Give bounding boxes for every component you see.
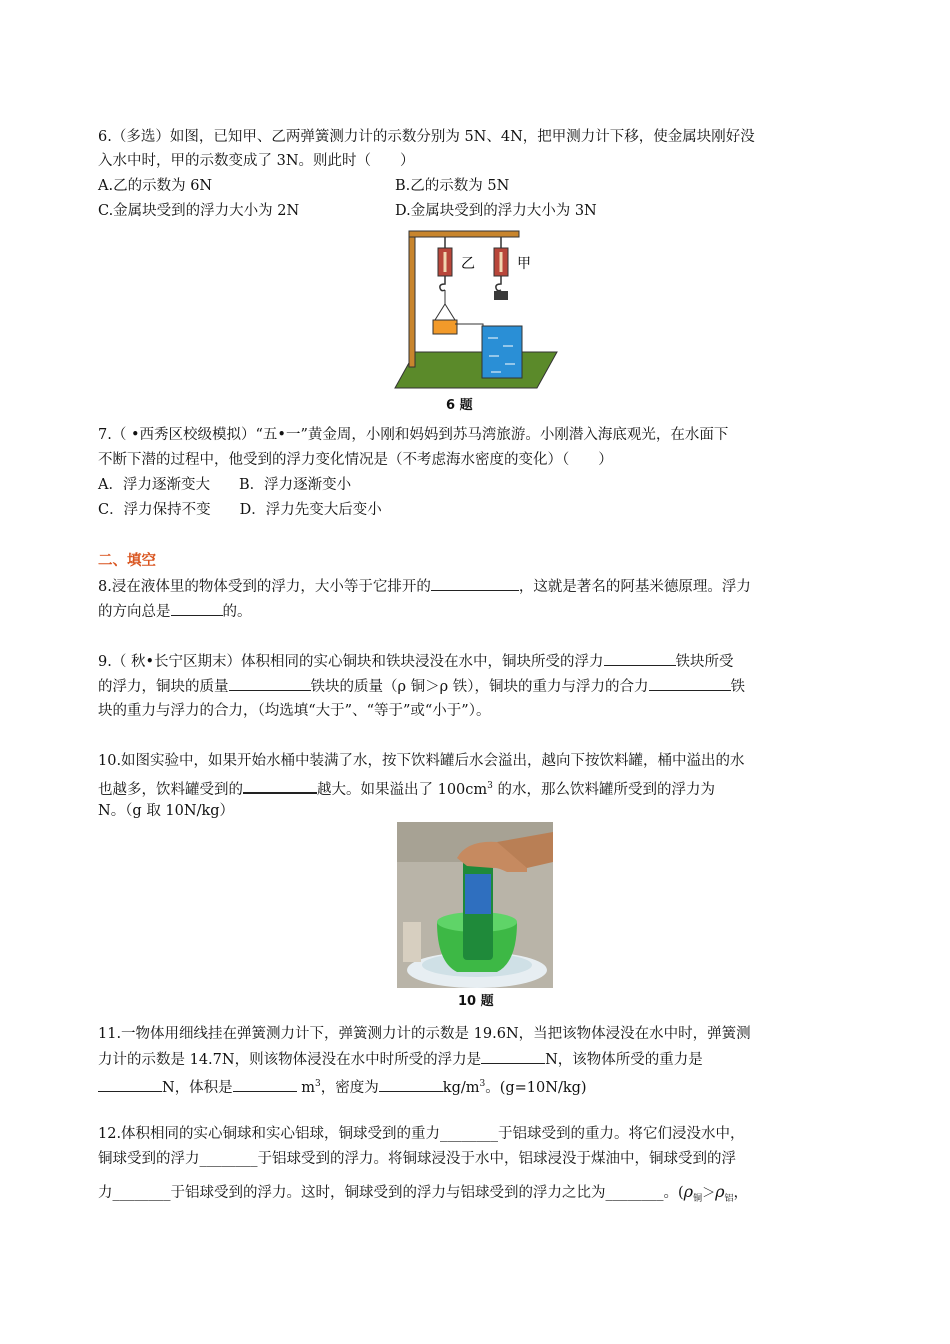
q11-line1: 11.一物体用细线挂在弹簧测力计下，弹簧测力计的示数是 19.6N，当把该物体浸没在水中时，弹簧测 [98, 1026, 751, 1042]
q7-options-row2: C．浮力保持不变 D．浮力先变大后变小 [98, 502, 382, 518]
q10-soda-can-photo [397, 822, 553, 988]
q6-option-d: D.金属块受到的浮力大小为 3N [395, 203, 597, 219]
q10-line2: 也越多，饮料罐受到的 越大。如果溢出了 $100cm^3$ 的水，那么饮料罐所受到的浮力为 [98, 775, 715, 801]
q10-line3: N。（g 取 10N/kg） [98, 803, 235, 819]
q6-figure-label-yi: 乙 [461, 256, 475, 272]
q9-line3: 块的重力与浮力的合力，（均选填“大于”、“等于”或“小于”）。 [98, 703, 491, 719]
q9-line1: 9.（ 秋•长宁区期末）体积相同的实心铜块和铁块浸没在水中，铜块所受的浮力 铁块所受 [98, 650, 734, 673]
q7-line1: 7.（ •西秀区校级模拟）“五•一”黄金周，小刚和妈妈到苏马湾旅游。小刚潜入海底观光，在水面下 [98, 427, 729, 443]
q12-line2: 铜球受到的浮力________于铝球受到的浮力。将铜球浸没于水中，铝球浸没于煤油中，铜球受到的浮 [98, 1151, 736, 1167]
q6-option-c: C.金属块受到的浮力大小为 2N [98, 203, 300, 219]
q12-line3: 力________于铝球受到的浮力。这时，铜球受到的浮力与铝球受到的浮力之比为________。($\rho_铜>\rho_铝$， [98, 1182, 749, 1204]
q10-figure-caption: 10 题 [458, 994, 494, 1009]
q9-line2: 的浮力，铜块的质量 铁块的质量（ρ 铜＞ρ 铁），铜块的重力与浮力的合力 铁 [98, 675, 745, 698]
section-heading: 二、填空 [98, 553, 156, 569]
q11-line3: N，体积是 $m^3$，密度为 $kg/m^3$。(g=10N/kg) [98, 1073, 587, 1099]
q6-option-b: B.乙的示数为 5N [395, 178, 510, 194]
q8-line2: 的方向总是 的。 [98, 600, 252, 623]
q6-figure-label-jia: 甲 [517, 256, 531, 272]
q6-option-a: A.乙的示数为 6N [98, 178, 213, 194]
q6-figure-caption: 6 题 [446, 398, 473, 413]
q6-line2: 入水中时，甲的示数变成了 3N。则此时（ ） [98, 153, 415, 169]
q7-line2: 不断下潜的过程中，他受到的浮力变化情况是（不考虑海水密度的变化）（ ） [98, 452, 613, 468]
q6-spring-scale-figure [393, 228, 558, 393]
q10-line1: 10.如图实验中，如果开始水桶中装满了水，按下饮料罐后水会溢出，越向下按饮料罐，桶中溢出的水 [98, 753, 745, 769]
q8-line1: 8.浸在液体里的物体受到的浮力，大小等于它排开的 ，这就是著名的阿基米德原理。浮力 [98, 575, 751, 598]
q12-line1: 12.体积相同的实心铜球和实心铝球，铜球受到的重力________于铝球受到的重力。将它们浸没水中， [98, 1126, 745, 1142]
q11-line2: 力计的示数是 14.7N，则该物体浸没在水中时所受的浮力是 N，该物体所受的重力是 [98, 1048, 703, 1071]
q7-options-row1: A．浮力逐渐变大 B．浮力逐渐变小 [98, 477, 352, 493]
q6-line1: 6.（多选）如图，已知甲、乙两弹簧测力计的示数分别为 5N、4N，把甲测力计下移，使金属块刚好没 [98, 129, 755, 145]
